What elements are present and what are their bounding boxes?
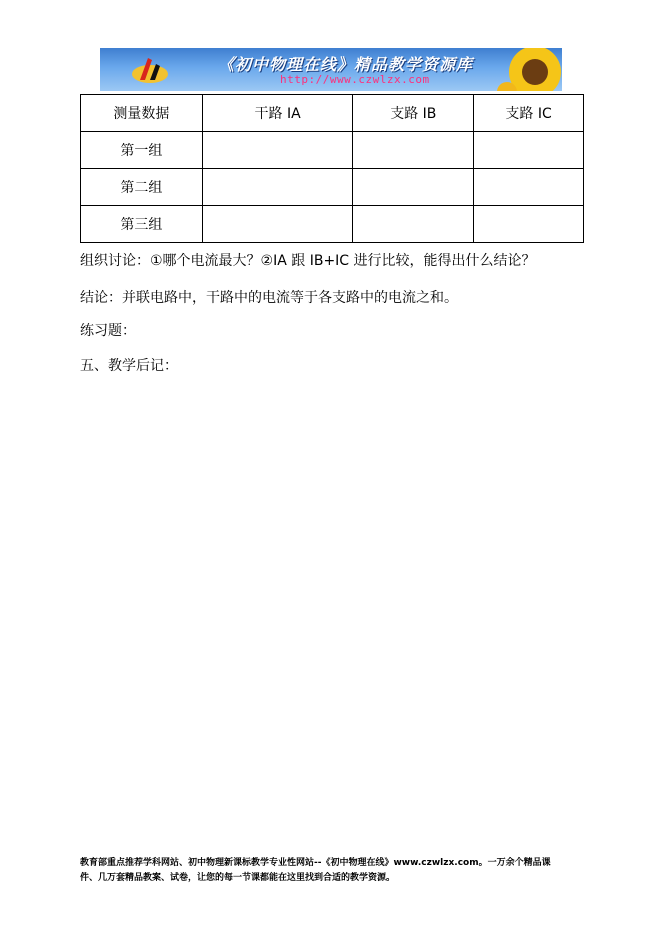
- table-row-label: 第三组: [81, 206, 203, 243]
- table-row-label: 第二组: [81, 169, 203, 206]
- discussion-paragraph: 组织讨论：①哪个电流最大？②IA 跟 IB+IC 进行比较，能得出什么结论？: [80, 253, 536, 269]
- teaching-notes-heading: 五、教学后记：: [80, 358, 178, 374]
- table-cell: [353, 132, 474, 169]
- footer-line: 教育部重点推荐学科网站、初中物理新课标教学专业性网站--《初中物理在线》www.czwlzx.com。一万余个精品课: [80, 858, 551, 868]
- header-banner: [100, 48, 562, 91]
- conclusion-paragraph: 结论：并联电路中，干路中的电流等于各支路中的电流之和。: [80, 290, 458, 306]
- footer-line: 件、几万套精品教案、试卷，让您的每一节课都能在这里找到合适的教学资源。: [80, 873, 396, 883]
- table-cell: [474, 132, 584, 169]
- table-cell: [353, 169, 474, 206]
- table-row-label: 第一组: [81, 132, 203, 169]
- table-cell: [353, 206, 474, 243]
- table-cell: [202, 206, 353, 243]
- exercise-heading: 练习题：: [80, 323, 136, 339]
- table-header-cell: 干路 IA: [202, 95, 353, 132]
- table-row: [81, 132, 584, 169]
- table-header-cell: 支路 IC: [474, 95, 584, 132]
- table-header-cell: 测量数据: [81, 95, 203, 132]
- current-measurement-table: [80, 94, 584, 243]
- table-header-row: [81, 95, 584, 132]
- table-cell: [202, 169, 353, 206]
- table-header-cell: 支路 IB: [353, 95, 474, 132]
- banner-url: http://www.czwlzx.com: [280, 73, 430, 86]
- table-row: [81, 169, 584, 206]
- site-logo-icon: [130, 54, 170, 86]
- sunflower-icon: [495, 48, 562, 91]
- table-row: [81, 206, 584, 243]
- banner-title: 《初中物理在线》精品教学资源库: [218, 55, 474, 74]
- table-cell: [202, 132, 353, 169]
- table-cell: [474, 206, 584, 243]
- page-footer: [80, 856, 590, 886]
- table-cell: [474, 169, 584, 206]
